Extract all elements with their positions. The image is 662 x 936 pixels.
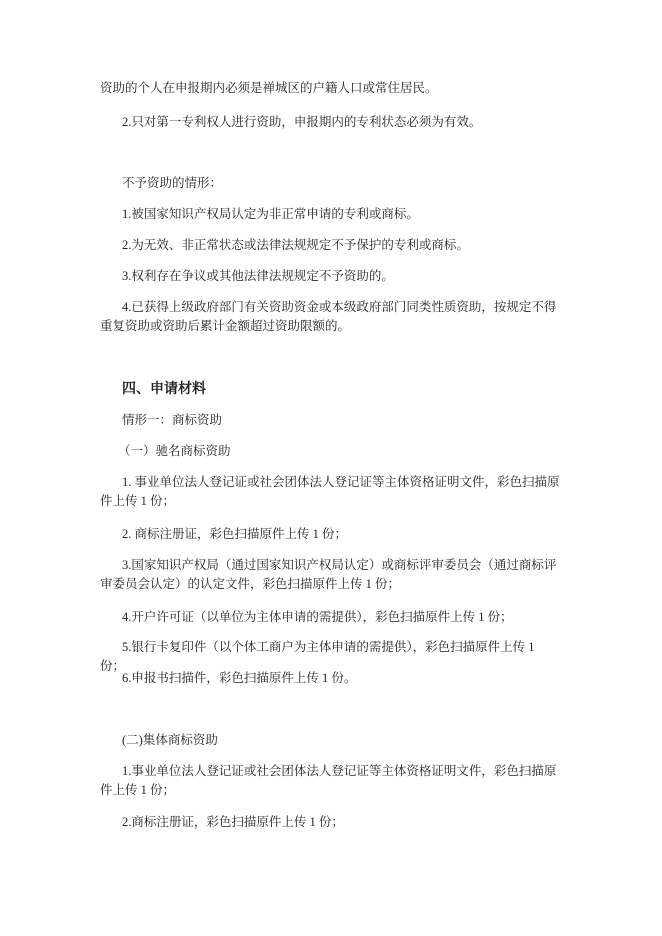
subheading-collective-trademark: (二)集体商标资助	[122, 733, 218, 747]
paragraph-material-2: 2. 商标注册证，彩色扫描原件上传 1 份；	[122, 527, 348, 541]
paragraph-collective-material-2: 2.商标注册证，彩色扫描原件上传 1 份；	[122, 815, 344, 829]
paragraph-material-1: 1. 事业单位法人登记证或社会团体法人登记证等主体资格证明文件，彩色扫描原件上传 1 份；	[100, 475, 560, 508]
paragraph-residency: 资助的个人在申报期内必须是禅城区的户籍人口或常住居民。	[100, 81, 438, 95]
paragraph-exclusion-3: 3.权利存在争议或其他法律法规规定不予资助的。	[122, 269, 394, 283]
section-heading: 四、申请材料	[122, 380, 206, 396]
paragraph-material-3: 3.国家知识产权局（通过国家知识产权局认定）或商标评审委员会（通过商标评审委员会认定）的认定文件，彩色扫描原件上传 1 份；	[100, 558, 557, 591]
paragraph-collective-material-1: 1.事业单位法人登记证或社会团体法人登记证等主体资格证明文件，彩色扫描原件上传 1 份；	[100, 764, 557, 797]
paragraph-material-5: 5.银行卡复印件（以个体工商户为主体申请的需提供），彩色扫描原件上传 1 份；	[100, 640, 535, 673]
paragraph-exclusion-2: 2.为无效、非正常状态或法律法规规定不予保护的专利或商标。	[122, 238, 469, 252]
paragraph-material-6: 6.申报书扫描件，彩色扫描原件上传 1 份。	[122, 671, 357, 685]
paragraph-case-one: 情形一：商标资助	[122, 413, 223, 427]
paragraph-material-4: 4.开户许可证（以单位为主体申请的需提供），彩色扫描原件上传 1 份；	[122, 610, 513, 624]
paragraph-exclusions-heading: 不予资助的情形：	[122, 176, 223, 190]
subheading-well-known-trademark: （一）驰名商标资助	[118, 444, 231, 458]
paragraph-exclusion-1: 1.被国家知识产权局认定为非正常申请的专利或商标。	[122, 207, 419, 221]
paragraph-patent-holder: 2.只对第一专利权人进行资助，申报期内的专利状态必须为有效。	[122, 115, 482, 129]
paragraph-exclusion-4: 4.已获得上级政府部门有关资助资金或本级政府部门同类性质资助，按规定不得重复资助或资助后累计金额超过资助限额的。	[100, 300, 557, 333]
